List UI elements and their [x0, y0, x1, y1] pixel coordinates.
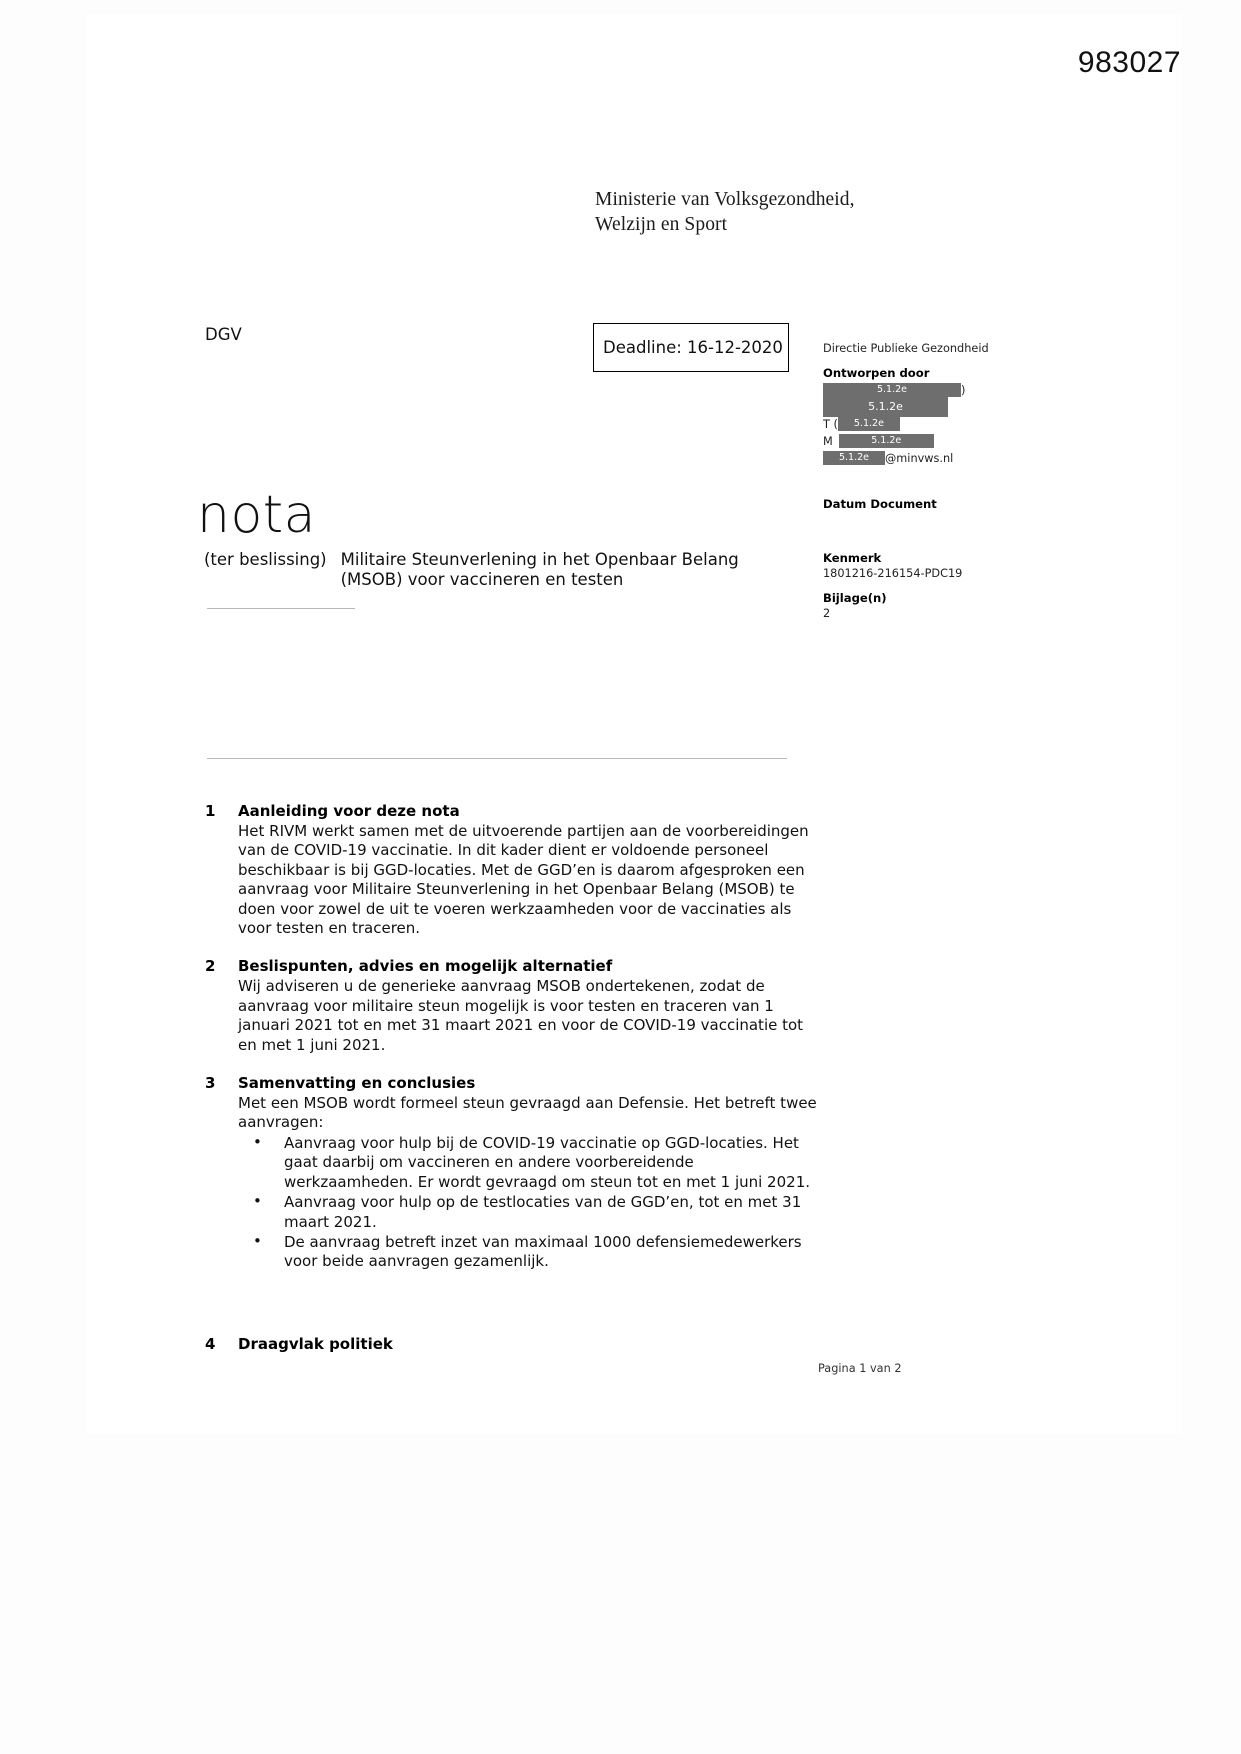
section-spacer — [205, 1289, 825, 1333]
ministry-line-2: Welzijn en Sport — [595, 214, 728, 235]
section-3-bullet-list — [238, 1134, 825, 1272]
section-4-heading — [205, 1333, 825, 1355]
section-4-title: Draagvlak politiek — [238, 1334, 393, 1353]
email-domain: @minvws.nl — [885, 451, 954, 465]
section-3-heading — [205, 1072, 825, 1094]
designed-by-name-row — [823, 382, 1053, 398]
scan-edge-bottom — [0, 1434, 1241, 1754]
redaction-bar-role: 5.1.2e — [823, 397, 948, 417]
section-2 — [205, 955, 825, 1055]
section-2-heading — [205, 955, 825, 977]
department-code: DGV — [205, 325, 242, 344]
ministry-header — [595, 187, 855, 237]
mobile-row — [823, 433, 1053, 449]
subtitle-block — [204, 550, 804, 590]
list-item: • Aanvraag voor hulp bij de COVID-19 vaccinatie op GGD-locaties. Het gaat daarbij om vaccineren en andere voorbereidende werkzaamheden. Er wordt gevraagd om steun tot en met 1 juni 2021. — [238, 1134, 824, 1192]
meta-spacer — [823, 466, 1053, 496]
metadata-column — [823, 341, 1053, 621]
section-3-title: Samenvatting en conclusies — [238, 1074, 476, 1093]
section-3 — [205, 1072, 825, 1272]
divider-long — [207, 758, 787, 759]
meta-spacer — [823, 581, 1053, 590]
attachments-value: 2 — [823, 607, 831, 620]
section-1-heading — [205, 800, 825, 822]
ministry-line-1: Ministerie van Volksgezondheid, — [595, 189, 855, 210]
section-4 — [205, 1333, 825, 1355]
document-stamp-number: 983027 — [1077, 46, 1181, 79]
section-3-number: 3 — [205, 1074, 216, 1093]
phone-row — [823, 416, 1053, 432]
section-2-number: 2 — [205, 957, 216, 976]
redaction-bar-mobile: 5.1.2e — [839, 434, 934, 449]
deadline-box — [593, 323, 789, 372]
subtitle-subject: Militaire Steunverlening in het Openbaar Belang (MSOB) voor vaccineren en testen — [340, 550, 739, 589]
designed-by-role-row — [823, 399, 1053, 415]
redaction-bar-name: 5.1.2e — [823, 383, 961, 398]
section-1-number: 1 — [205, 802, 216, 820]
section-3-body: Met een MSOB wordt formeel steun gevraagd aan Defensie. Het betreft twee aanvragen: — [238, 1094, 817, 1132]
section-2-body: Wij adviseren u de generieke aanvraag MSOB ondertekenen, zodat de aanvraag voor militaire steun mogelijk is voor testen en traceren van 1 januari 2021 tot en met 31 maart 2021 en voor de COVID-19 vaccinatie tot en met 1 juni 2021. — [238, 977, 804, 1054]
scan-edge-top — [0, 0, 1241, 14]
email-row — [823, 450, 1053, 466]
reference-value: 1801216-216154-PDC19 — [823, 567, 963, 580]
attachments-label: Bijlage(n) — [823, 591, 887, 605]
divider-short — [207, 608, 355, 609]
list-item: • Aanvraag voor hulp op de testlocaties van de GGD’en, tot en met 31 maart 2021. — [238, 1193, 824, 1232]
section-1-body: Het RIVM werkt samen met de uitvoerende partijen aan de voorbereidingen van de COVID-19 vaccinatie. In dit kader dient er voldoende personeel beschikbaar is bij GGD-locaties. Met de GGD’en is daarom afgesproken een aanvraag voor Militaire Steunverlening in het Openbaar Belang (MSOB) te doen voor zowel de uit te voeren werkzaamheden voor de vaccinaties als voor testen en traceren. — [238, 822, 809, 938]
reference-label: Kenmerk — [823, 551, 882, 565]
page-footer: Pagina 1 van 2 — [818, 1362, 902, 1375]
section-1-title: Aanleiding voor deze nota — [238, 802, 460, 820]
redaction-bar-email: 5.1.2e — [823, 451, 885, 466]
directorate-label: Directie Publieke Gezondheid — [823, 342, 989, 355]
section-4-number: 4 — [205, 1334, 216, 1353]
page-title: nota — [197, 485, 317, 545]
deadline-label: Deadline: 16-12-2020 — [603, 338, 783, 357]
mobile-prefix: M — [823, 434, 833, 448]
section-1 — [205, 800, 825, 938]
redaction-bar-phone: 5.1.2e — [838, 417, 900, 432]
date-document-label: Datum Document — [823, 497, 937, 511]
phone-prefix: T ( — [823, 417, 838, 431]
subtitle-kind: (ter beslissing) — [204, 550, 327, 569]
document-body — [205, 800, 825, 1372]
section-2-title: Beslispunten, advies en mogelijk alternatief — [238, 957, 613, 976]
meta-spacer — [823, 356, 1053, 365]
paren-close: ) — [961, 383, 966, 397]
designed-by-label: Ontworpen door — [823, 366, 930, 380]
meta-spacer — [823, 512, 1053, 550]
list-item: • De aanvraag betreft inzet van maximaal 1000 defensiemedewerkers voor beide aanvragen gezamenlijk. — [238, 1233, 824, 1272]
